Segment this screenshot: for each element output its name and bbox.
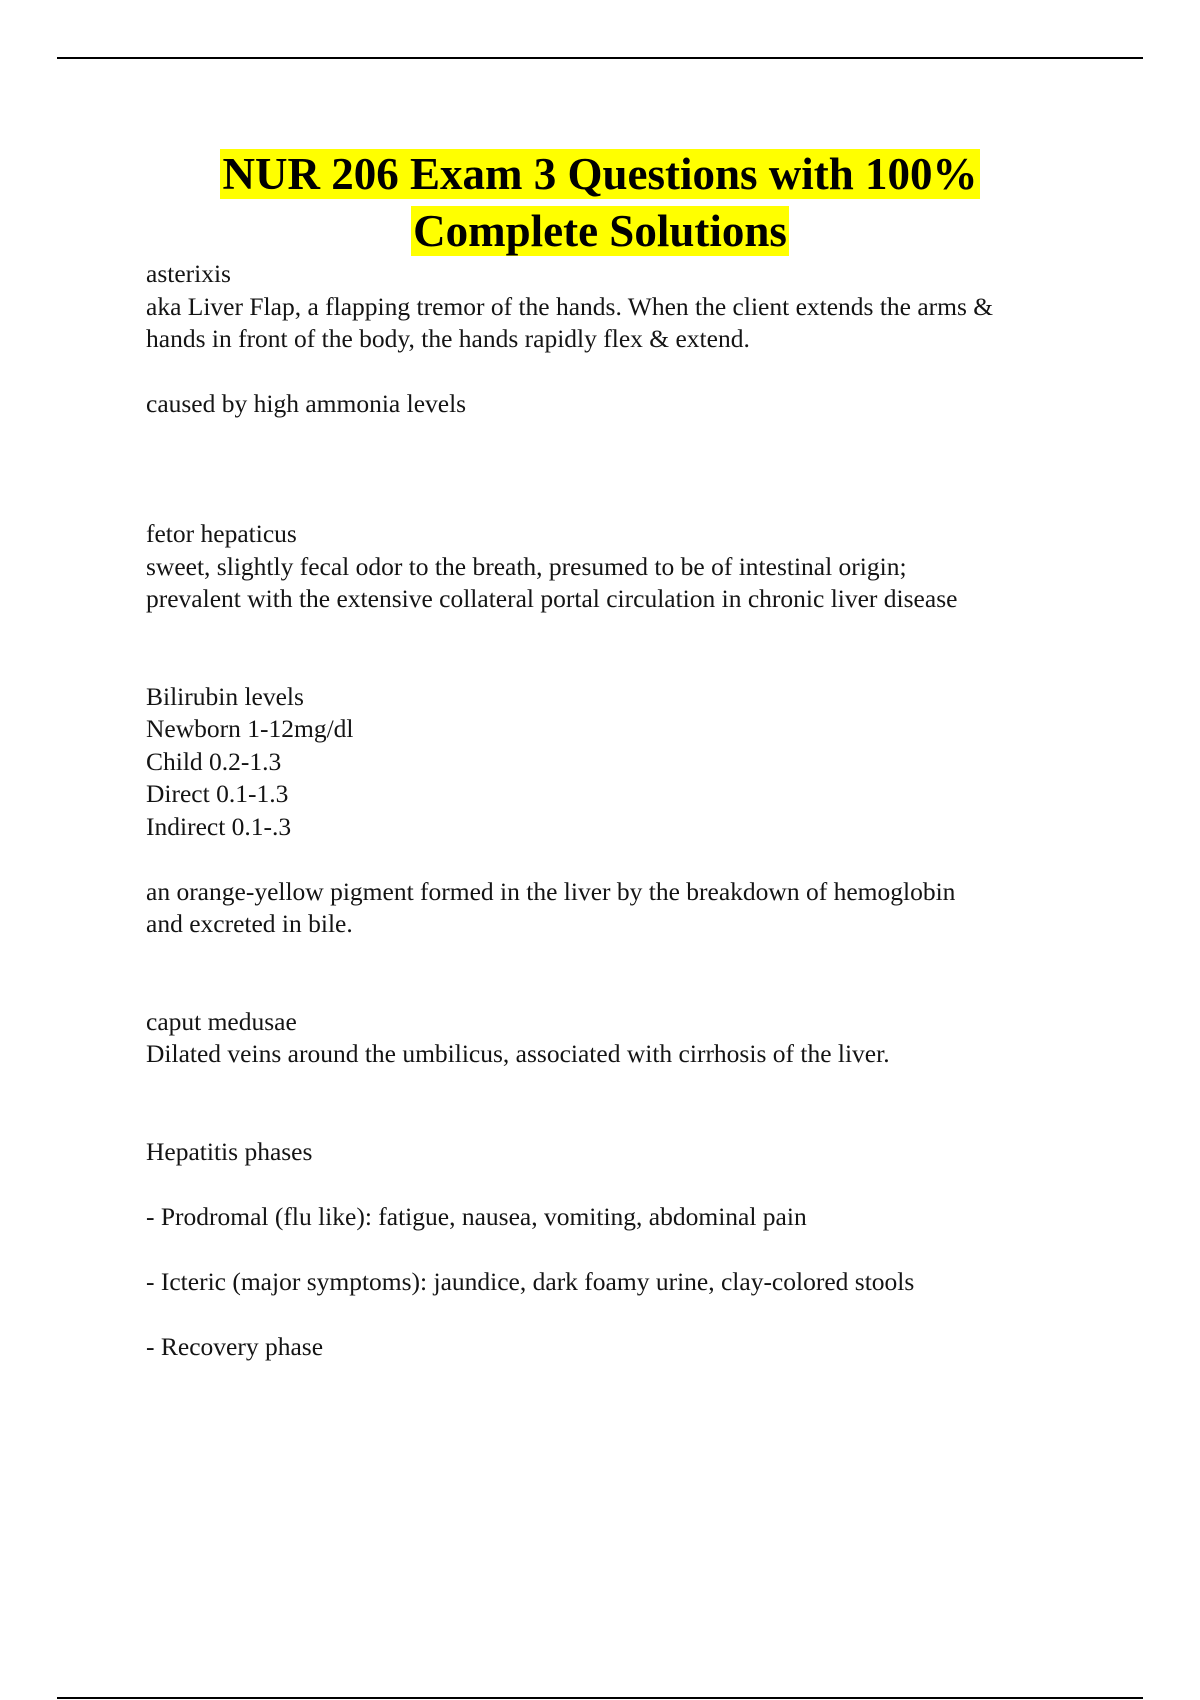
bottom-rule	[57, 1697, 1143, 1699]
phase-item: - Prodromal (flu like): fatigue, nausea, vomiting, abdominal pain	[146, 1201, 807, 1231]
section-hepatitis-phases	[146, 1136, 1106, 1364]
definition-line: an orange-yellow pigment formed in the liver by the breakdown of hemoglobin	[146, 876, 956, 906]
section-fetor-hepaticus	[146, 518, 1106, 616]
phase-item: - Icteric (major symptoms): jaundice, dark foamy urine, clay-colored stools	[146, 1266, 915, 1296]
term: asterixis	[146, 259, 231, 288]
note: caused by high ammonia levels	[146, 389, 467, 418]
term: Bilirubin levels	[146, 681, 304, 711]
phase-item: - Recovery phase	[146, 1331, 324, 1361]
definition-line: prevalent with the extensive collateral portal circulation in chronic liver disease	[146, 584, 958, 613]
value-line: Child 0.2-1.3	[146, 746, 282, 776]
definition-line: aka Liver Flap, a flapping tremor of the hands. When the client extends the arms &	[146, 291, 994, 321]
value-line: Direct 0.1-1.3	[146, 779, 289, 808]
definition-line: and excreted in bile.	[146, 909, 353, 938]
section-bilirubin	[146, 681, 1106, 941]
document-body	[146, 258, 1106, 1363]
value-line: Newborn 1-12mg/dl	[146, 714, 354, 743]
section-caput-medusae	[146, 1006, 1106, 1071]
definition-line: hands in front of the body, the hands rapidly flex & extend.	[146, 324, 750, 353]
title-line-2: Complete Solutions	[413, 206, 787, 256]
section-asterixis	[146, 258, 1106, 421]
value-line: Indirect 0.1-.3	[146, 811, 292, 841]
definition-line: Dilated veins around the umbilicus, associated with cirrhosis of the liver.	[146, 1039, 890, 1068]
document-title	[0, 146, 1200, 260]
top-rule	[57, 57, 1143, 59]
term: fetor hepaticus	[146, 519, 297, 548]
term: caput medusae	[146, 1006, 297, 1036]
title-line-1: NUR 206 Exam 3 Questions with 100%	[222, 149, 978, 199]
definition-line: sweet, slightly fecal odor to the breath, presumed to be of intestinal origin;	[146, 551, 907, 581]
term: Hepatitis phases	[146, 1136, 313, 1166]
